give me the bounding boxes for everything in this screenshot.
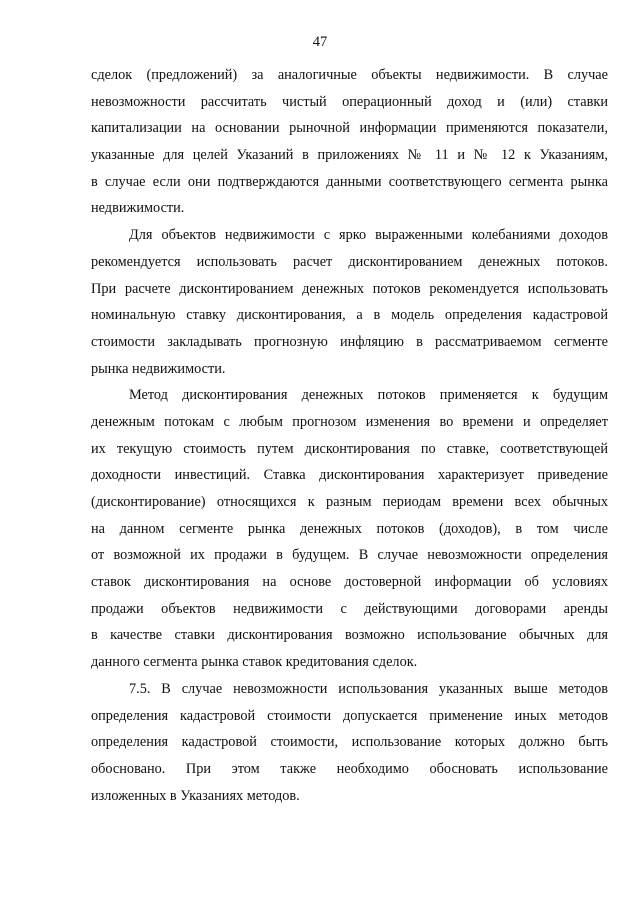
text-line: Метод дисконтирования денежных потоков применяется к будущим: [129, 387, 608, 404]
text-line: от возможной их продажи в будущем. В случае невозможности определения: [91, 547, 608, 564]
text-line: изложенных в Указаниях методов.: [91, 787, 300, 804]
text-line: определения кадастровой стоимости, использование которых должно быть: [91, 734, 608, 751]
text-line: стоимости закладывать прогнозную инфляцию в рассматриваемом сегменте: [91, 333, 608, 350]
text-line: 7.5. В случае невозможности использования указанных выше методов: [129, 680, 608, 697]
text-line: Для объектов недвижимости с ярко выраженными колебаниями доходов: [129, 227, 608, 244]
text-line: в качестве ставки дисконтирования возможно использование обычных для: [91, 627, 608, 644]
text-line: обосновано. При этом также необходимо обосновать использование: [91, 760, 608, 777]
text-line: капитализации на основании рыночной информации применяются показатели,: [91, 120, 608, 137]
text-line: сделок (предложений) за аналогичные объекты недвижимости. В случае: [91, 67, 608, 83]
text-line: денежным потокам с любым прогнозом изменения во времени и определяет: [91, 413, 608, 430]
page-number: 47: [312, 34, 328, 50]
text-line: в случае если они подтверждаются данными соответствующего сегмента рынка: [91, 173, 608, 190]
text-line: на данном сегменте рынка денежных потоков (доходов), в том числе: [91, 520, 608, 537]
text-line: (дисконтирование) относящихся к разным периодам времени всех обычных: [91, 494, 608, 510]
body-text: [91, 62, 608, 809]
text-line: рынка недвижимости.: [91, 360, 226, 377]
text-line: указанные для целей Указаний в приложениях № 11 и № 12 к Указаниям,: [91, 147, 608, 164]
text-line: доходности инвестиций. Ставка дисконтирования характеризует приведение: [91, 467, 608, 484]
text-line: При расчете дисконтированием денежных потоков рекомендуется использовать: [91, 280, 608, 297]
text-line: недвижимости.: [91, 200, 185, 217]
text-line: данного сегмента рынка ставок кредитования сделок.: [91, 654, 418, 671]
text-line: невозможности рассчитать чистый операционный доход и (или) ставки: [91, 93, 608, 110]
text-line: ставок дисконтирования на основе достоверной информации об условиях: [91, 574, 608, 591]
text-line: рекомендуется использовать расчет дисконтированием денежных потоков.: [91, 253, 608, 270]
text-line: продажи объектов недвижимости с действующими договорами аренды: [91, 600, 608, 617]
text-line: номинальную ставку дисконтирования, а в модель определения кадастровой: [91, 307, 608, 324]
text-line: их текущую стоимость путем дисконтирования по ставке, соответствующей: [91, 440, 608, 457]
text-line: определения кадастровой стоимости допускается применение иных методов: [91, 707, 608, 724]
